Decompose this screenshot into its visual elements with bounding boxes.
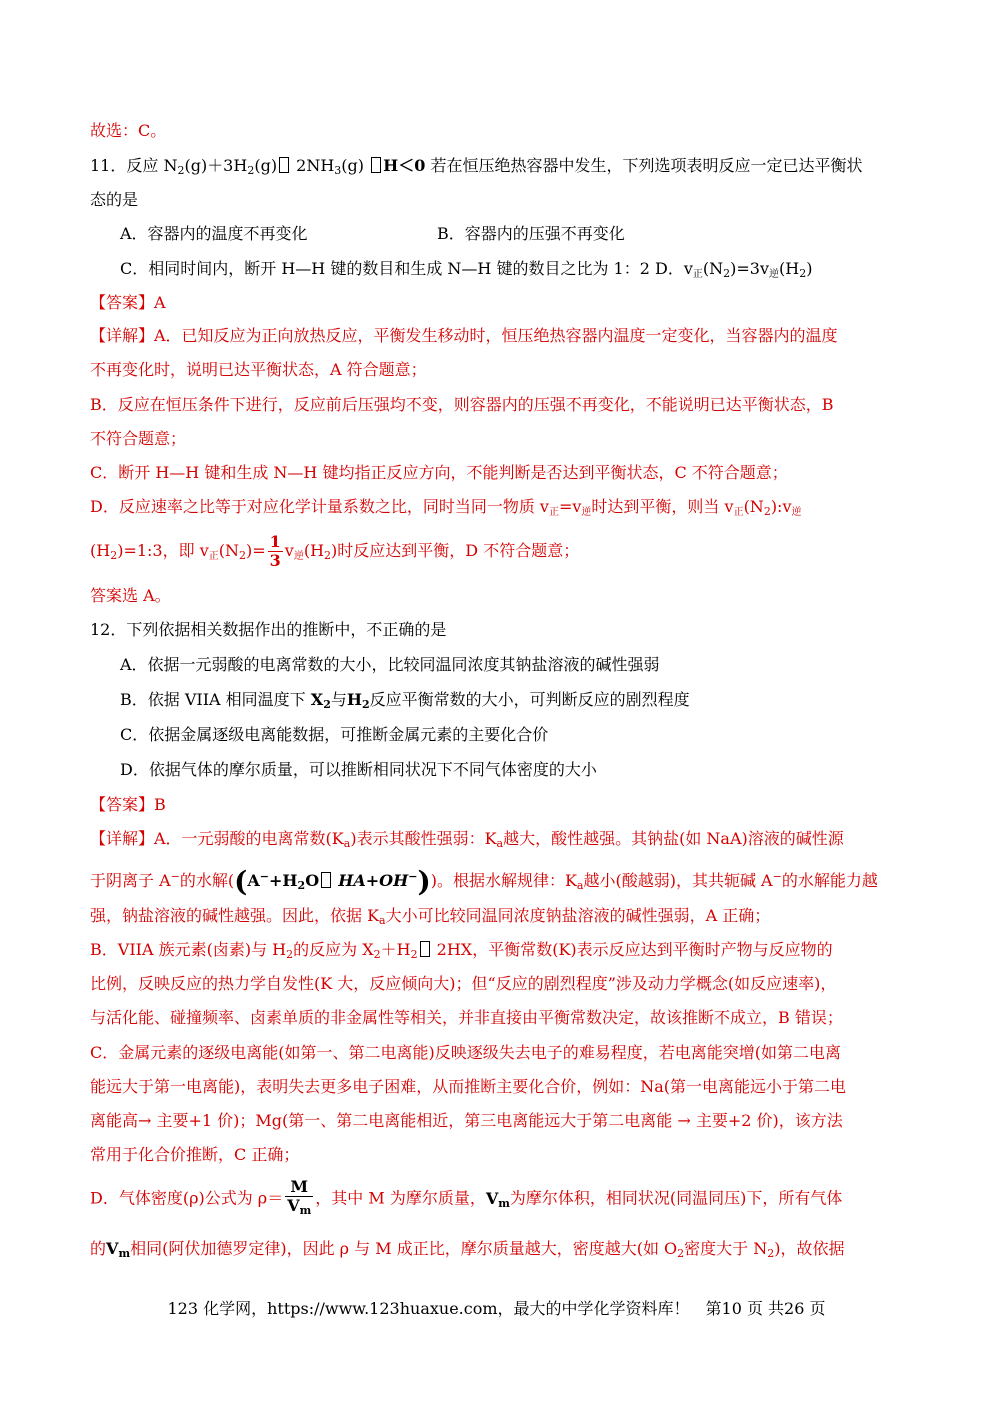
q12-detail-line3: 强，钠盐溶液的碱性越强。因此，依据 $K_a$大小可比较同温同浓度钠盐溶液的碱性强弱，A 正确；	[90, 906, 771, 927]
equilibrium-arrow-icon	[279, 157, 289, 173]
q11-detail-line6: D．反应速率之比等于对应化学计量系数之比，同时当同一物质 v正=v逆时达到平衡，则当 v正$(N_2):v$逆	[90, 497, 802, 518]
q12-detail-line2: 于阴离子 A−的水解(($A^-+H_2O$ HA+OH−))。根据水解规律：$K_a$越小(酸越弱)，其共轭碱 A−的水解能力越	[90, 865, 878, 898]
q11-detail-line8: 答案选 A。	[90, 586, 171, 605]
q11-question-line2: 态的是	[90, 190, 139, 209]
q12-detail-line6: 与活化能、碰撞频率、卤素单质的非金属性等相关，并非直接由平衡常数决定，故该推断不成立，B 错误；	[90, 1008, 843, 1027]
hydrolysis-equation: ($A^-+H_2O$ HA+OH−)	[234, 865, 431, 898]
q12-question: 12．下列依据相关数据作出的推断中，不正确的是	[90, 620, 447, 639]
q12-detail-line1: 【详解】A．一元弱酸的电离常数$(K_a)$表示其酸性强弱：$K_a$越大，酸性越强。其钠盐(如 NaA)溶液的碱性源	[90, 829, 844, 850]
q12-detail-line12: 的$V_m$相同(阿伏加德罗定律)，因此 ρ 与 M 成正比，摩尔质量越大，密度越大(如 $O_2$密度大于 $N_2$)，故依据	[90, 1239, 845, 1260]
q11-answer: 【答案】A	[90, 293, 166, 312]
q11-detail-line1: 【详解】A．已知反应为正向放热反应，平衡发生移动时，恒压绝热容器内温度一定变化，当容器内的温度	[90, 326, 838, 345]
q12-option-d: D．依据气体的摩尔质量，可以推断相同状况下不同气体密度的大小	[120, 760, 597, 779]
q12-detail-line7: C．金属元素的逐级电离能(如第一、第二电离能)反映逐级失去电子的难易程度，若电离能突增(如第二电离	[90, 1043, 841, 1062]
fraction-one-third: $\frac{1}{3}$	[269, 532, 281, 570]
equilibrium-arrow-icon	[321, 872, 331, 888]
q11-detail-line3: B．反应在恒压条件下进行，反应前后压强均不变，则容器内的压强不再变化，不能说明已达平衡状态，B	[90, 395, 834, 414]
q11-question-line1: 11．反应 $N_2(g)+3H_2(g)$ $2NH_3(g)$ H＜0 若在恒压绝热容器中发生，下列选项表明反应一定已达平衡状	[90, 156, 863, 177]
q12-option-a: A．依据一元弱酸的电离常数的大小，比较同温同浓度其钠盐溶液的碱性强弱	[120, 655, 660, 674]
q12-option-c: C．依据金属逐级电离能数据，可推断金属元素的主要化合价	[120, 725, 549, 744]
q12-detail-line8: 能远大于第一电离能)，表明失去更多电子困难，从而推断主要化合价，例如：Na(第一电离能远小于第二电	[90, 1077, 847, 1096]
q11-detail-line4: 不符合题意；	[90, 429, 187, 448]
q12-detail-line11: D．气体密度(ρ)公式为 ρ＝ $\frac{M}{V_m}$ ，其中 M 为摩尔质量，$V_m$为摩尔体积，相同状况(同温同压)下，所有气体	[90, 1178, 842, 1224]
q11-option-b: B．容器内的压强不再变化	[437, 224, 625, 243]
q10-answer-line: 故选：C。	[90, 121, 167, 140]
q11-option-a: A．容器内的温度不再变化	[120, 224, 308, 243]
q12-detail-line5: 比例，反映反应的热力学自发性(K 大，反应倾向大)；但“反应的剧烈程度”涉及动力学概念(如反应速率)，	[90, 974, 837, 993]
equilibrium-arrow-icon	[420, 941, 430, 957]
delta-icon	[371, 157, 381, 173]
q11-detail-line2: 不再变化时，说明已达平衡状态，A 符合题意；	[90, 360, 427, 379]
q12-detail-line4: B．VIIA 族元素(卤素)与 $H_2$的反应为 $X_2+H_2$ 2HX，平衡常数(K)表示反应达到平衡时产物与反应物的	[90, 940, 833, 961]
q12-detail-line9: 离能高→ 主要+1 价)；Mg(第一、第二电离能相近，第三电离能远大于第二电离能 → 主要+2 价)，该方法	[90, 1111, 843, 1130]
q11-detail-line5: C．断开 H—H 键和生成 N—H 键均指正反应方向，不能判断是否达到平衡状态，C 不符合题意；	[90, 463, 788, 482]
q12-answer: 【答案】B	[90, 795, 166, 814]
q11-option-c-d: C．相同时间内，断开 H—H 键的数目和生成 N—H 键的数目之比为 1：2 D．v正$(N_2)=3v$逆$(H_2)$	[120, 259, 813, 280]
page-footer: 123 化学网，https://www.123huaxue.com，最大的中学化学资料库！ 第10 页 共26 页	[167, 1299, 826, 1318]
q12-option-b: B．依据 VIIA 相同温度下 $X_2$与$H_2$反应平衡常数的大小，可判断反应的剧烈程度	[120, 690, 690, 711]
q11-detail-line7: $(H_2)=1:3$，即 v正$(N_2)=$ $\frac{1}{3}$ v逆$(H_2)$时反应达到平衡，D 不符合题意；	[90, 532, 580, 570]
q12-detail-line10: 常用于化合价推断，C 正确；	[90, 1145, 300, 1164]
density-fraction: $\frac{M}{V_m}$	[287, 1177, 312, 1217]
